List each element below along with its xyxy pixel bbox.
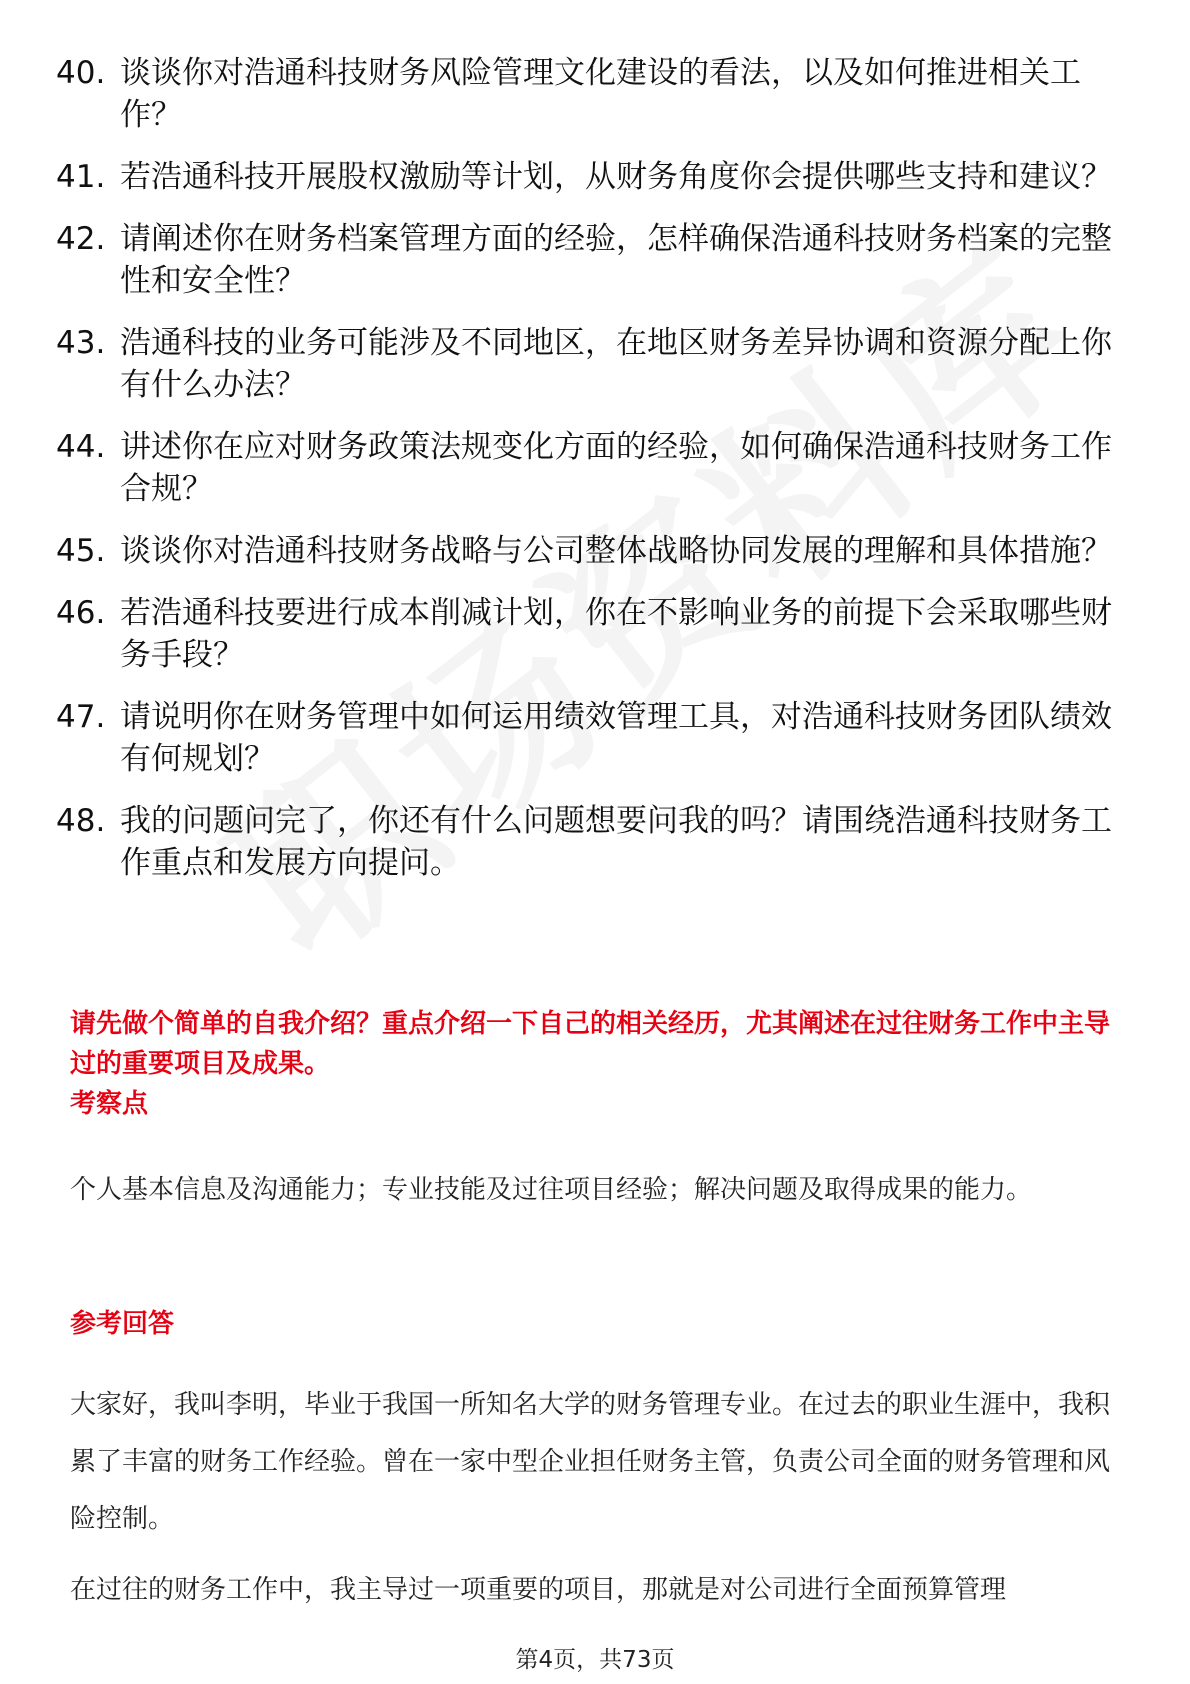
assessment-point-text: 个人基本信息及沟通能力；专业技能及过往项目经验；解决问题及取得成果的能力。: [70, 1175, 1033, 1205]
reference-answer-paragraph-2: 在过往的财务工作中，我主导过一项重要的项目，那就是对公司进行全面预算管理: [70, 1575, 1007, 1605]
list-item: [56, 426, 1116, 510]
question-text: 请阐述你在财务档案管理方面的经验，怎样确保浩通科技财务档案的完整性和安全性？: [120, 221, 1112, 299]
question-number: 42.: [56, 221, 106, 257]
question-text: 若浩通科技要进行成本削减计划，你在不影响业务的前提下会采取哪些财务手段？: [120, 595, 1112, 673]
list-item: [56, 156, 1116, 198]
question-number: 44.: [56, 429, 106, 465]
assessment-point-heading: 考察点: [70, 1089, 149, 1119]
question-list: [56, 52, 1116, 904]
page-footer: 第4页，共73页: [515, 1647, 675, 1673]
list-item: [56, 530, 1116, 572]
question-number: 47.: [56, 699, 106, 735]
list-item: [56, 800, 1116, 884]
question-text: 我的问题问完了，你还有什么问题想要问我的吗？请围绕浩通科技财务工作重点和发展方向提问。: [120, 803, 1112, 881]
list-item: [56, 592, 1116, 676]
question-text: 谈谈你对浩通科技财务风险管理文化建设的看法，以及如何推进相关工作？: [120, 55, 1081, 133]
question-text: 若浩通科技开展股权激励等计划，从财务角度你会提供哪些支持和建议？: [120, 159, 1112, 195]
question-text: 请说明你在财务管理中如何运用绩效管理工具，对浩通科技财务团队绩效有何规划？: [120, 699, 1112, 777]
list-item: [56, 322, 1116, 406]
question-number: 41.: [56, 159, 106, 195]
question-text: 浩通科技的业务可能涉及不同地区，在地区财务差异协调和资源分配上你有什么办法？: [120, 325, 1112, 403]
reference-answer-heading: 参考回答: [70, 1309, 175, 1339]
question-number: 46.: [56, 595, 106, 631]
reference-answer-paragraph-1: 大家好，我叫李明，毕业于我国一所知名大学的财务管理专业。在过去的职业生涯中，我积累了丰富的财务工作经验。曾在一家中型企业担任财务主管，负责公司全面的财务管理和风险控制。: [70, 1390, 1111, 1534]
question-number: 40.: [56, 55, 106, 91]
question-text: 讲述你在应对财务政策法规变化方面的经验，如何确保浩通科技财务工作合规？: [120, 429, 1112, 507]
list-item: [56, 696, 1116, 780]
list-item: [56, 52, 1116, 136]
question-number: 45.: [56, 533, 106, 569]
question-number: 48.: [56, 803, 106, 839]
question-text: 谈谈你对浩通科技财务战略与公司整体战略协同发展的理解和具体措施？: [120, 533, 1112, 569]
featured-question: 请先做个简单的自我介绍？重点介绍一下自己的相关经历，尤其阐述在过往财务工作中主导过的重要项目及成果。: [70, 1009, 1111, 1079]
list-item: [56, 218, 1116, 302]
question-number: 43.: [56, 325, 106, 361]
